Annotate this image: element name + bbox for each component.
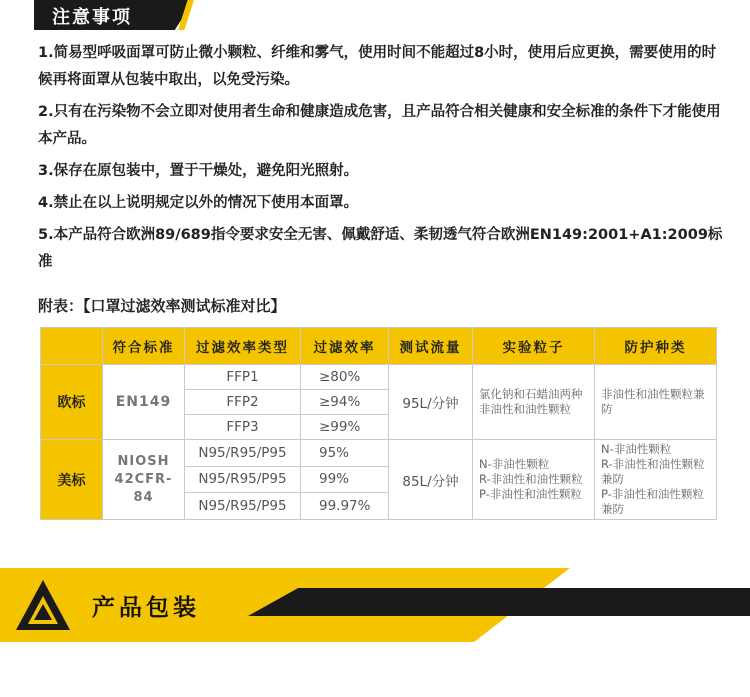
note-item: 3.保存在原包装中，置于干燥处，避免阳光照射。 [38, 163, 359, 179]
region-eu: 欧标 [41, 365, 103, 440]
section-title-packaging: 产品包装 [92, 595, 200, 621]
table-header-row [41, 328, 717, 365]
section-header-packaging [0, 568, 750, 642]
col-header: 实验粒子 [473, 328, 595, 365]
filter-standards-table [40, 327, 717, 520]
filter-type: N95/R95/P95 [185, 466, 301, 493]
note-item: 1.简易型呼吸面罩可防止微小颗粒、纤维和雾气，使用时间不能超过8小时，使用后应更换，需要使用的时候再将面罩从包装中取出，以免受污染。 [38, 45, 717, 88]
section-title-notes: 注意事项 [52, 7, 132, 28]
filter-efficiency: 95% [301, 440, 389, 467]
col-header: 防护种类 [595, 328, 717, 365]
standard-us-line2: 42CFR-84 [114, 471, 173, 505]
protection-eu: 非油性和油性颗粒兼防 [595, 365, 717, 440]
filter-efficiency: ≥94% [301, 390, 389, 415]
col-header: 过滤效率类型 [185, 328, 301, 365]
region-us: 美标 [41, 440, 103, 520]
filter-type: FFP3 [185, 415, 301, 440]
particle-line: P-非油性和油性颗粒 [479, 487, 582, 501]
header-corner [41, 328, 103, 365]
filter-efficiency: 99% [301, 466, 389, 493]
protection-us [595, 440, 717, 520]
note-item: 5.本产品符合欧洲89/689指令要求安全无害、佩戴舒适、柔韧透气符合欧洲EN149:2001+A1:2009标准 [38, 227, 723, 270]
notes-list [38, 40, 728, 276]
test-particles-eu: 氯化钠和石蜡油两种非油性和油性颗粒 [473, 365, 595, 440]
table-row [41, 365, 717, 390]
col-header: 测试流量 [389, 328, 473, 365]
test-particles-us [473, 440, 595, 520]
standard-us [103, 440, 185, 520]
col-header: 过滤效率 [301, 328, 389, 365]
test-flow-us: 85L/分钟 [389, 440, 473, 520]
particle-line: N-非油性颗粒 [479, 457, 550, 471]
particle-line: R-非油性和油性颗粒 [479, 472, 583, 486]
filter-type: N95/R95/P95 [185, 440, 301, 467]
appendix-title: 附表：【口罩过滤效率测试标准对比】 [38, 297, 286, 315]
note-item: 4.禁止在以上说明规定以外的情况下使用本面罩。 [38, 195, 359, 211]
col-header: 符合标准 [103, 328, 185, 365]
test-flow-eu: 95L/分钟 [389, 365, 473, 440]
section-header-notes [0, 0, 750, 32]
protection-line: R-非油性和油性颗粒兼防 [601, 457, 705, 486]
note-item: 2.只有在污染物不会立即对使用者生命和健康造成危害，且产品符合相关健康和安全标准的条件下才能使用本产品。 [38, 104, 721, 147]
packaging-banner-black-stripe [248, 588, 750, 616]
filter-type: FFP2 [185, 390, 301, 415]
protection-line: N-非油性颗粒 [601, 442, 672, 456]
standard-eu: EN149 [103, 365, 185, 440]
standard-us-line1: NIOSH [117, 453, 170, 469]
table-row [41, 440, 717, 467]
triangle-logo-icon [14, 578, 72, 632]
protection-line: P-非油性和油性颗粒兼防 [601, 487, 704, 516]
filter-efficiency: 99.97% [301, 493, 389, 520]
filter-efficiency: ≥80% [301, 365, 389, 390]
filter-type: N95/R95/P95 [185, 493, 301, 520]
filter-type: FFP1 [185, 365, 301, 390]
filter-efficiency: ≥99% [301, 415, 389, 440]
